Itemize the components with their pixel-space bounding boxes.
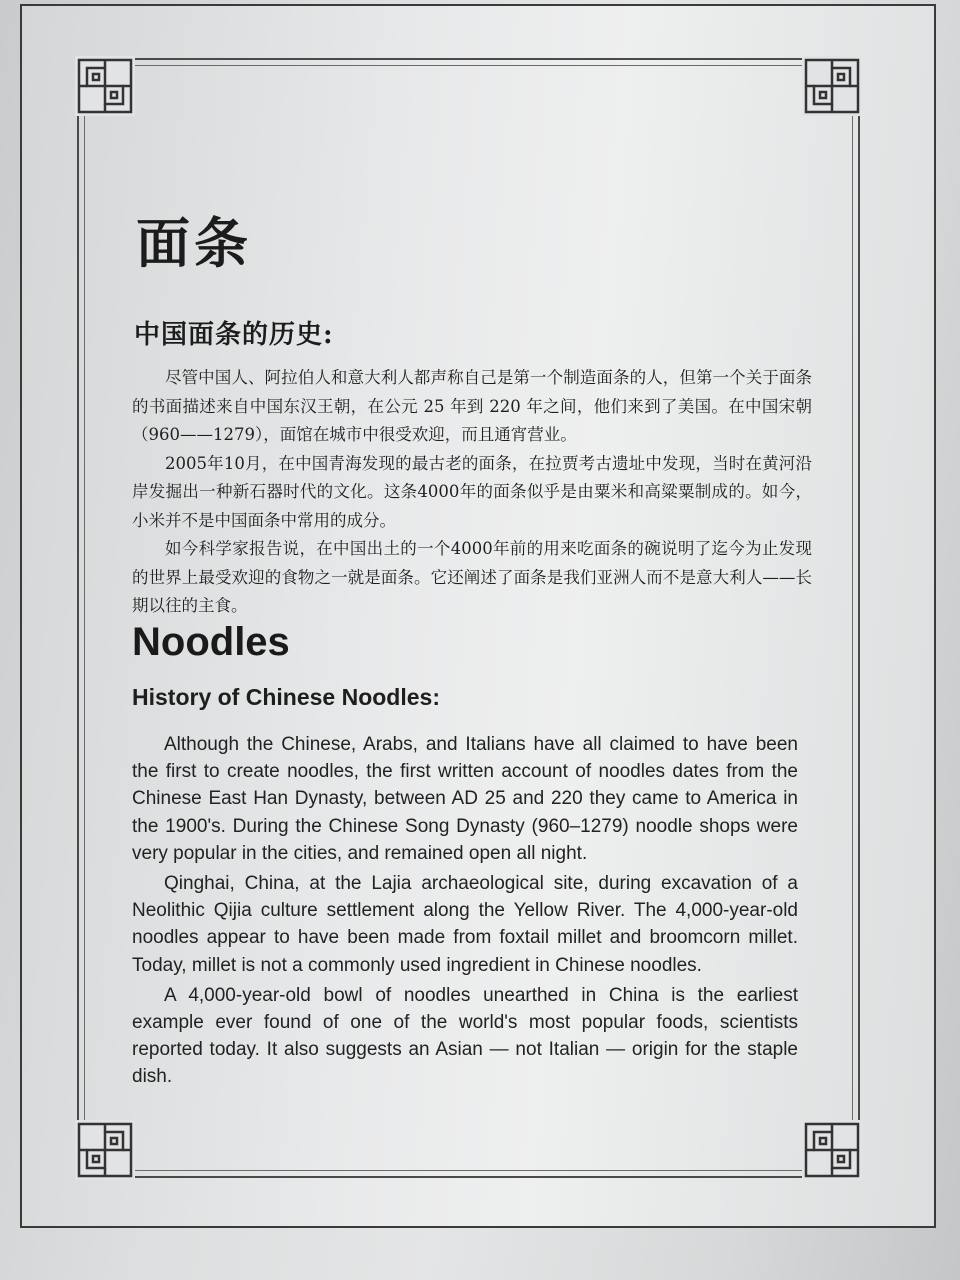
- chinese-title: 面条: [136, 211, 252, 275]
- english-subtitle: History of Chinese Noodles:: [132, 684, 440, 710]
- english-paragraph: Although the Chinese, Arabs, and Italians have all claimed to have been the first to create noodles, the first written account of noodles dates from the Chinese East Han Dynasty, between AD 25 and 220 they came to America in the 1900's. During the Chinese Song Dynasty (960–1279) noodle shops were very popular in the cities, and remained open all night.: [132, 734, 798, 864]
- english-body: [132, 731, 798, 1094]
- english-paragraph: Qinghai, China, at the Lajia archaeological site, during excavation of a Neolithic Qijia culture settlement along the Yellow River. The 4,000-year-old noodles appear to have been made from foxtail millet and broomcorn millet. Today, millet is not a commonly used ingredient in Chinese noodles.: [132, 873, 798, 976]
- chinese-paragraph: 如今科学家报告说，在中国出土的一个4000年前的用来吃面条的碗说明了迄今为止发现的世界上最受欢迎的食物之一就是面条。它还阐述了面条是我们亚洲人而不是意大利人——长期以往的主食。: [132, 539, 812, 615]
- chinese-paragraph: 尽管中国人、阿拉伯人和意大利人都声称自己是第一个制造面条的人，但第一个关于面条的书面描述来自中国东汉王朝，在公元 25 年到 220 年之间，他们来到了美国。在中国宋朝（960——1279），面馆在城市中很受欢迎，而且通宵营业。: [132, 368, 812, 444]
- english-title: Noodles: [132, 620, 290, 664]
- fret-corner-bottom-right-icon: [802, 1120, 862, 1180]
- chinese-body: [132, 364, 812, 621]
- fret-corner-top-right-icon: [802, 56, 862, 116]
- fret-corner-top-left-icon: [75, 56, 135, 116]
- fret-corner-bottom-left-icon: [75, 1120, 135, 1180]
- english-paragraph: A 4,000-year-old bowl of noodles unearthed in China is the earliest example ever found of one of the world's most popular foods, scientists reported today. It also suggests an Asian — not Italian — origin for the staple dish.: [132, 984, 798, 1088]
- chinese-paragraph: 2005年10月，在中国青海发现的最古老的面条，在拉贾考古遗址中发现，当时在黄河沿岸发掘出一种新石器时代的文化。这条4000年的面条似乎是由粟米和高粱粟制成的。如今，小米并不是中国面条中常用的成分。: [132, 453, 812, 530]
- chinese-subtitle: 中国面条的历史:: [134, 320, 334, 350]
